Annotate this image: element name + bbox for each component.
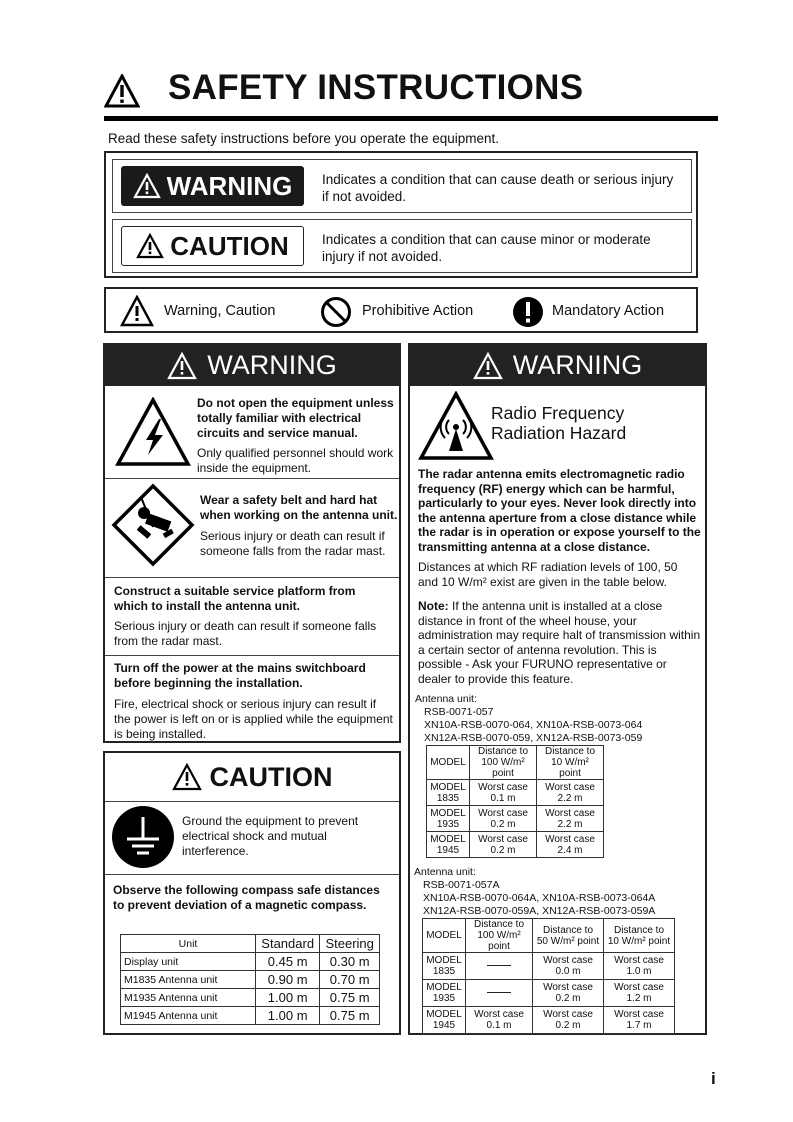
rf-title-line2: Radiation Hazard bbox=[491, 423, 627, 443]
table-cell: 1.00 m bbox=[256, 1007, 320, 1025]
antenna1-line1: RSB-0071-057 bbox=[424, 706, 494, 718]
table-row bbox=[121, 935, 380, 953]
table-row bbox=[121, 989, 380, 1007]
table-cell: 0.30 m bbox=[320, 953, 380, 971]
table-row bbox=[427, 806, 604, 832]
left-warning-header bbox=[105, 345, 399, 386]
table-cell: 0.90 m bbox=[256, 971, 320, 989]
table-cell bbox=[427, 780, 470, 806]
cell-line: 1.0 m bbox=[626, 966, 652, 977]
caution-description: Indicates a condition that can cause minor or moderate injury if not avoided. bbox=[322, 232, 651, 264]
table-cell bbox=[470, 806, 537, 832]
signal-words-box bbox=[104, 151, 698, 278]
table-header-cell bbox=[470, 746, 537, 780]
rf-distance-text: Distances at which RF radiation levels of 100, 50 and 10 W/m² exist are given in the table below. bbox=[418, 560, 678, 589]
cell-line: Worst case bbox=[545, 833, 595, 845]
header-line: 10 W/m² point bbox=[551, 757, 589, 779]
table-row bbox=[423, 919, 675, 953]
table-header-cell bbox=[466, 919, 533, 953]
symbol-mandatory-label: Mandatory Action bbox=[552, 303, 665, 319]
table-row bbox=[121, 971, 380, 989]
warning-label: WARNING bbox=[166, 170, 293, 201]
item1-bold: Do not open the equipment unless totally familiar with electrical circuits and service manual. bbox=[197, 396, 394, 440]
table-cell bbox=[470, 780, 537, 806]
rf-radiation-icon bbox=[418, 391, 494, 461]
intro-text: Read these safety instructions before you operate the equipment. bbox=[108, 131, 499, 146]
left-warning-panel bbox=[103, 343, 401, 743]
cell-line: 0.2 m bbox=[490, 844, 516, 856]
cell-line: 1835 bbox=[432, 966, 456, 977]
warning-triangle-icon bbox=[473, 352, 503, 380]
table-header-cell: MODEL bbox=[423, 919, 466, 953]
table-header-cell: Steering bbox=[320, 935, 380, 953]
table-cell bbox=[423, 1007, 466, 1034]
table-cell bbox=[604, 1007, 675, 1034]
note-text bbox=[418, 599, 703, 687]
cell-line: MODEL bbox=[430, 833, 466, 845]
table-cell: 0.75 m bbox=[320, 989, 380, 1007]
item4-bold: Turn off the power at the mains switchboard before beginning the installation. bbox=[114, 661, 366, 690]
header-line: 100 W/m² point bbox=[481, 757, 525, 779]
cell-line: 1.7 m bbox=[626, 1020, 652, 1031]
table-header-cell bbox=[604, 919, 675, 953]
cell-line: Worst case bbox=[543, 982, 593, 993]
table-cell bbox=[427, 806, 470, 832]
caution-definition bbox=[112, 219, 692, 273]
cell-line: Worst case bbox=[543, 1009, 593, 1020]
note-label: Note: bbox=[418, 599, 449, 613]
rf-table-1 bbox=[426, 745, 604, 858]
warning-triangle-icon bbox=[120, 295, 154, 327]
caution-header bbox=[105, 753, 399, 802]
caution-title: CAUTION bbox=[209, 761, 333, 792]
divider bbox=[105, 874, 399, 875]
table-header-cell: Standard bbox=[256, 935, 320, 953]
antenna2-line2: XN10A-RSB-0070-064A, XN10A-RSB-0073-064A bbox=[423, 892, 656, 904]
cell-line: MODEL bbox=[426, 1009, 462, 1020]
antenna1-line2: XN10A-RSB-0070-064, XN10A-RSB-0073-064 bbox=[424, 719, 643, 731]
header-line: 10 W/m² point bbox=[607, 935, 671, 947]
dash-placeholder bbox=[487, 965, 511, 966]
table-header-cell bbox=[537, 746, 604, 780]
warning-triangle-icon bbox=[133, 173, 161, 199]
header-line: 50 W/m² point bbox=[536, 935, 600, 947]
table-cell: 0.75 m bbox=[320, 1007, 380, 1025]
table-cell bbox=[533, 953, 604, 980]
dash-placeholder bbox=[487, 992, 511, 993]
item2-text: Serious injury or death can result if someone falls from the radar mast. bbox=[200, 529, 386, 558]
table-cell bbox=[466, 953, 533, 980]
table-cell bbox=[537, 780, 604, 806]
compass-bold: Observe the following compass safe distances to prevent deviation of a magnetic compass. bbox=[113, 883, 380, 912]
cell-line: 0.2 m bbox=[490, 818, 516, 830]
warning-triangle-icon bbox=[167, 352, 197, 380]
cell-line: Worst case bbox=[545, 781, 595, 793]
cell-line: Worst case bbox=[545, 807, 595, 819]
table-cell bbox=[537, 806, 604, 832]
header-line: 100 W/m² point bbox=[477, 930, 521, 952]
compass-table bbox=[120, 934, 380, 1025]
header-line: Distance to bbox=[473, 919, 525, 930]
cell-line: Worst case bbox=[614, 1009, 664, 1020]
cell-line: MODEL bbox=[430, 781, 466, 793]
cell-line: Worst case bbox=[614, 955, 664, 966]
antenna1-label: Antenna unit: bbox=[415, 693, 477, 705]
table-cell: 0.70 m bbox=[320, 971, 380, 989]
page-number: i bbox=[711, 1069, 716, 1088]
antenna2-label: Antenna unit: bbox=[414, 866, 476, 878]
cell-line: 0.2 m bbox=[555, 993, 581, 1004]
table-cell: M1935 Antenna unit bbox=[121, 989, 256, 1007]
title-block bbox=[104, 66, 718, 118]
table-row bbox=[423, 953, 675, 980]
rf-table-2 bbox=[422, 918, 675, 1034]
warning-triangle-icon bbox=[172, 763, 202, 791]
cell-line: 2.2 m bbox=[557, 792, 583, 804]
caution-panel bbox=[103, 751, 401, 1035]
divider bbox=[105, 655, 399, 656]
cell-line: MODEL bbox=[426, 982, 462, 993]
divider bbox=[105, 577, 399, 578]
antenna1-line3: XN12A-RSB-0070-059, XN12A-RSB-0073-059 bbox=[424, 732, 643, 744]
cell-line: 0.1 m bbox=[490, 792, 516, 804]
caution-badge bbox=[121, 226, 304, 266]
antenna2-line3: XN12A-RSB-0070-059A, XN12A-RSB-0073-059A bbox=[423, 905, 656, 917]
ground-icon bbox=[111, 805, 175, 869]
cell-line: Worst case bbox=[478, 807, 528, 819]
mandatory-icon bbox=[512, 296, 544, 328]
table-row bbox=[423, 1007, 675, 1034]
antenna2-line1: RSB-0071-057A bbox=[423, 879, 500, 891]
warning-description: Indicates a condition that can cause death or serious injury if not avoided. bbox=[322, 172, 674, 204]
item3-bold: Construct a suitable service platform from which to install the antenna unit. bbox=[114, 584, 356, 613]
symbols-legend bbox=[104, 287, 698, 333]
table-row bbox=[121, 1007, 380, 1025]
table-row bbox=[427, 780, 604, 806]
table-cell: Display unit bbox=[121, 953, 256, 971]
cell-line: 1945 bbox=[432, 1020, 456, 1031]
cell-line: MODEL bbox=[426, 955, 462, 966]
prohibitive-icon bbox=[320, 296, 352, 328]
cell-line: 1.2 m bbox=[626, 993, 652, 1004]
cell-line: 2.2 m bbox=[557, 818, 583, 830]
warning-definition bbox=[112, 159, 692, 213]
header-line: Distance to bbox=[542, 924, 594, 936]
warning-badge bbox=[121, 166, 304, 206]
title-rule bbox=[104, 116, 718, 121]
table-cell bbox=[533, 980, 604, 1007]
item1-text: Only qualified personnel should work inside the equipment. bbox=[197, 446, 394, 475]
cell-line: Worst case bbox=[474, 1009, 524, 1020]
cell-line: Worst case bbox=[614, 982, 664, 993]
page-title: SAFETY INSTRUCTIONS bbox=[168, 68, 584, 107]
table-cell bbox=[537, 832, 604, 858]
header-line: Distance to bbox=[613, 924, 665, 936]
table-cell bbox=[604, 980, 675, 1007]
rf-bold-text: The radar antenna emits electromagnetic radio frequency (RF) energy which can be harmful, particularly to your eyes. Never look directly into the antenna aperture from a close distance while the radar is in operation or expose yourself to the transmitting antenna at a close distance. bbox=[418, 467, 701, 554]
table-cell bbox=[427, 832, 470, 858]
cell-line: Worst case bbox=[543, 955, 593, 966]
header-line: Distance to bbox=[477, 746, 529, 757]
cell-line: 0.0 m bbox=[555, 966, 581, 977]
warning-triangle-icon bbox=[104, 74, 140, 108]
caution-label: CAUTION bbox=[170, 230, 289, 261]
rf-title-line1: Radio Frequency bbox=[491, 403, 625, 423]
cell-line: Worst case bbox=[478, 833, 528, 845]
left-warning-title: WARNING bbox=[207, 350, 337, 380]
table-row bbox=[427, 832, 604, 858]
table-cell bbox=[466, 1007, 533, 1034]
right-warning-title: WARNING bbox=[512, 350, 643, 380]
electric-shock-icon bbox=[115, 397, 191, 467]
table-cell: 0.45 m bbox=[256, 953, 320, 971]
cell-line: 1935 bbox=[436, 818, 460, 830]
table-row bbox=[423, 980, 675, 1007]
table-cell bbox=[423, 953, 466, 980]
table-header-cell bbox=[533, 919, 604, 953]
item4-text: Fire, electrical shock or serious injury can result if the power is left on or is applied while the equipment is being installed. bbox=[114, 697, 393, 741]
cell-line: 2.4 m bbox=[557, 844, 583, 856]
divider bbox=[105, 478, 399, 479]
table-cell: M1835 Antenna unit bbox=[121, 971, 256, 989]
cell-line: 1835 bbox=[436, 792, 460, 804]
right-warning-header bbox=[410, 345, 705, 386]
fall-hazard-icon bbox=[111, 483, 195, 567]
table-cell bbox=[423, 980, 466, 1007]
table-header-cell: MODEL bbox=[427, 746, 470, 780]
ground-text: Ground the equipment to prevent electrical shock and mutual interference. bbox=[182, 814, 359, 858]
table-cell: M1945 Antenna unit bbox=[121, 1007, 256, 1025]
table-row bbox=[121, 953, 380, 971]
note-body: If the antenna unit is installed at a close distance in front of the wheel house, your administration may require halt of transmission within a certain sector of antenna revolution. This is possible - Ask your FURUNO representative or dealer to provide this feature. bbox=[418, 599, 701, 686]
table-cell bbox=[604, 953, 675, 980]
table-cell bbox=[533, 1007, 604, 1034]
table-cell: 1.00 m bbox=[256, 989, 320, 1007]
cell-line: MODEL bbox=[430, 807, 466, 819]
symbol-prohibitive-label: Prohibitive Action bbox=[362, 303, 474, 319]
table-cell bbox=[470, 832, 537, 858]
cell-line: 0.1 m bbox=[486, 1020, 512, 1031]
header-line: Distance to bbox=[544, 746, 596, 757]
cell-line: 0.2 m bbox=[555, 1020, 581, 1031]
symbol-warning-caution-label: Warning, Caution bbox=[164, 303, 276, 319]
cell-line: Worst case bbox=[478, 781, 528, 793]
table-row bbox=[427, 746, 604, 780]
cell-line: 1945 bbox=[436, 844, 460, 856]
item3-text: Serious injury or death can result if someone falls from the radar mast. bbox=[114, 619, 377, 648]
right-warning-panel bbox=[408, 343, 707, 1035]
table-header-cell: Unit bbox=[121, 935, 256, 953]
table-cell bbox=[466, 980, 533, 1007]
cell-line: 1935 bbox=[432, 993, 456, 1004]
item2-bold: Wear a safety belt and hard hat when working on the antenna unit. bbox=[200, 493, 398, 522]
warning-triangle-icon bbox=[136, 233, 164, 259]
